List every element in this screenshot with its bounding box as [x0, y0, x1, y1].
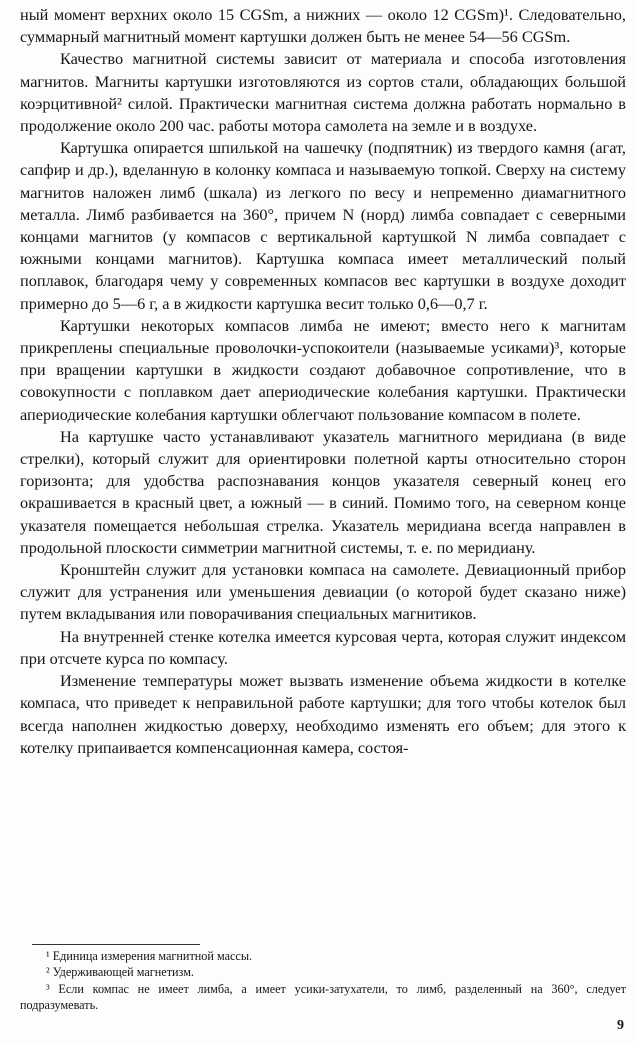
- paragraph: Кронштейн служит для установки компаса на самолете. Девиационный прибор служит для устранения или уменьшения девиации (о которой будет сказано ниже) путем вкладывания или поворачивания специальных магнитиков.: [20, 560, 626, 624]
- paragraph: На картушке часто устанавливают указатель магнитного меридиана (в виде стрелки), который служит для ориентировки полетной карты относительно сторон горизонта; для удобства распознавания концов указателя северный конец его окрашивается в красный цвет, а южный — в синий. Помимо того, на северном конце указателя помещается небольшая стрелка. Указатель меридиана всегда направлен в продольной плоскости симметрии магнитной системы, т. е. по меридиану.: [20, 426, 626, 557]
- footnote: ³ Если компас не имеет лимба, а имеет усики-затухатели, то лимб, разделенный на 360°, следует подразумевать.: [20, 981, 626, 1013]
- paragraph: Качество магнитной системы зависит от материала и способа изготовления магнитов. Магниты картушки изготовляются из сортов стали, обладающих большой коэрцитивной² силой. Практически магнитная система должна работать нормально в продолжение около 200 час. работы мотора самолета на земле и в воздухе.: [20, 49, 626, 136]
- paragraph: Изменение температуры может вызвать изменение объема жидкости в котелке компаса, что приведет к неправильной работе картушки; для того чтобы котелок был всегда наполнен жидкостью доверху, необходимо изменять его объем; для этого к котелку припаивается компенсационная камера, состоя-: [20, 671, 626, 757]
- page-number: 9: [617, 1018, 624, 1033]
- paragraph: Картушка опирается шпилькой на чашечку (подпятник) из твердого камня (агат, сапфир и др.), вделанную в колонку компаса и называемую топкой. Сверху на систему магнитов наложен лимб (шкала) из легкого по весу и непременно диамагнитного металла. Лимб разбивается на 360°, причем N (норд) лимба совпадает с северными концами магнитов (у компасов с вертикальной картушкой N лимба совпадает с южными концами магнитов). Картушка компаса имеет металлический полый поплавок, благодаря чему у современных компасов вес картушки в воздухе доходит примерно до 5—6 г, а в жидкости картушка весит только 0,6—0,7 г.: [20, 138, 626, 313]
- footnote: ¹ Единица измерения магнитной массы.: [46, 949, 253, 963]
- body-text: [20, 4, 626, 759]
- footnotes: [20, 948, 626, 1014]
- paragraph: На внутренней стенке котелка имеется курсовая черта, которая служит индексом при отсчете курса по компасу.: [20, 626, 626, 668]
- paragraph: ный момент верхних около 15 CGSm, а нижних — около 12 CGSm)¹. Следовательно, суммарный магнитный момент картушки должен быть не менее 54—56 CGSm.: [20, 5, 626, 47]
- footnote-divider: [32, 944, 200, 945]
- footnote: ² Удерживающей магнетизм.: [46, 965, 194, 980]
- paragraph: Картушки некоторых компасов лимба не имеют; вместо него к магнитам прикреплены специальные проволочки-успокоители (называемые усиками)³, которые при вращении картушки в жидкости создают добавочное сопротивление, что в совокупности с поплавком дает апериодические колебания картушки. Практически апериодические колебания картушки облегчают пользование компасом в полете.: [20, 315, 626, 424]
